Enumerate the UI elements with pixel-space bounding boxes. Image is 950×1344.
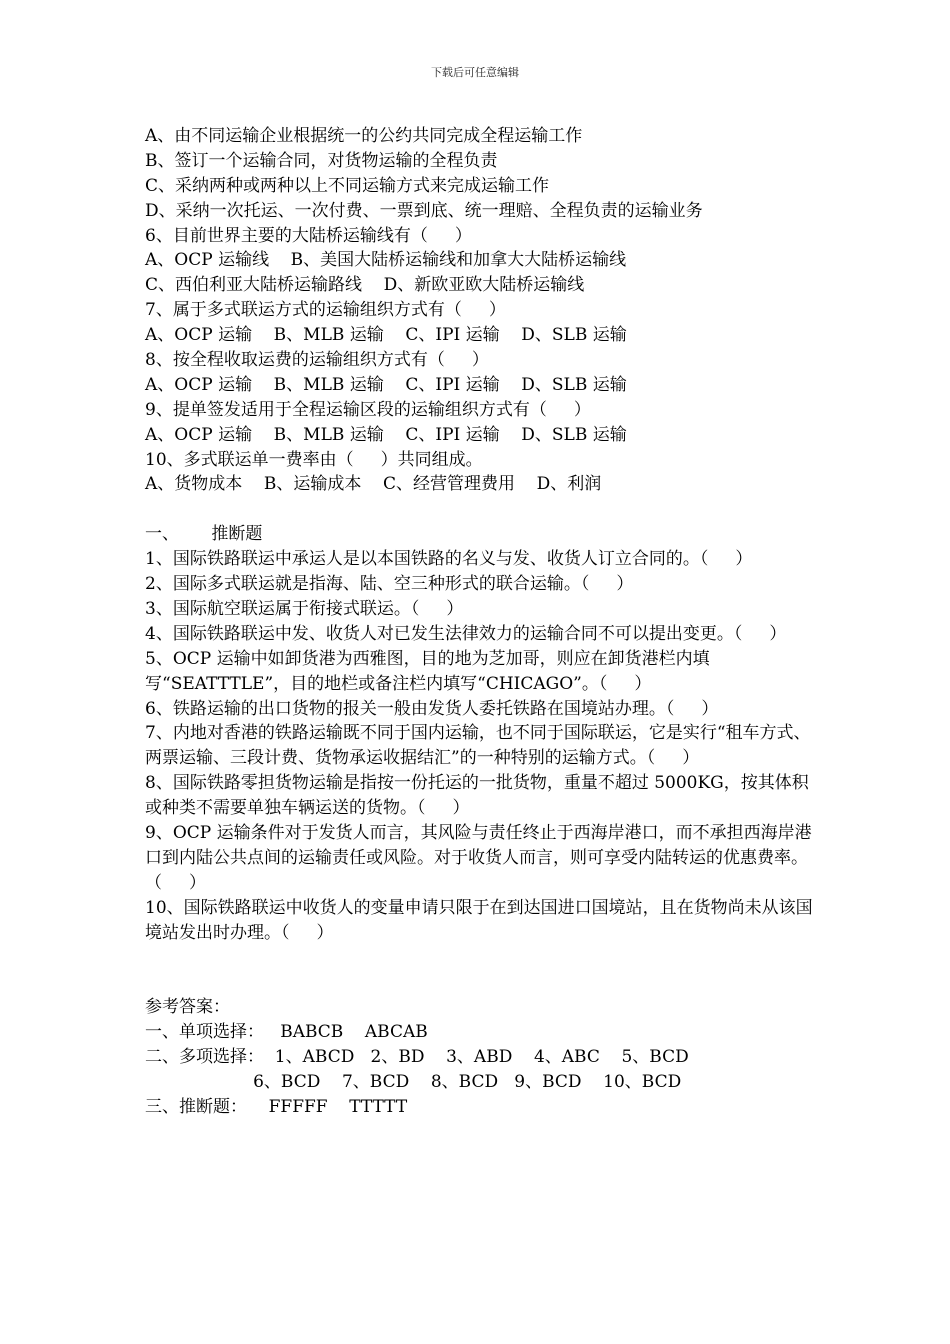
q5-option-d: D、采纳一次托运、一次付费、一票到底、统一理赔、全程负责的运输业务	[145, 200, 703, 221]
page-header-note: 下载后可任意编辑	[431, 66, 519, 79]
judgment-item-8: 8、国际铁路零担货物运输是指按一份托运的一批货物，重量不超过 5000KG，按其体积或种类不需要单独车辆运送的货物。（ ）	[145, 773, 809, 819]
question-7: 7、属于多式联运方式的运输组织方式有（ ）	[145, 300, 506, 321]
spacer	[145, 946, 813, 996]
answers-section	[145, 995, 813, 1119]
multi-choice-section	[145, 124, 813, 497]
answers-single-choice: 一、单项选择： BABCB ABCAB	[145, 1022, 428, 1043]
question-9: 9、提单签发适用于全程运输区段的运输组织方式有（ ）	[145, 399, 591, 420]
q5-option-a: A、由不同运输企业根据统一的公约共同完成全程运输工作	[145, 126, 583, 146]
q5-option-b: B、签订一个运输合同，对货物运输的全程负责	[145, 150, 498, 171]
judgment-item-7: 7、内地对香港的铁路运输既不同于国内运输，也不同于国际联运，它是实行“租车方式、两票运输、三段计费、货物承运收据结汇”的一种特别的运输方式。（ ）	[145, 723, 811, 769]
judgment-item-1: 1、国际铁路联运中承运人是以本国铁路的名义与发、收货人订立合同的。（ ）	[145, 549, 753, 570]
judgment-item-5: 5、OCP 运输中如卸货港为西雅图，目的地为芝加哥，则应在卸货港栏内填写“SEATTTLE”，目的地栏或备注栏内填写“CHICAGO”。（ ）	[145, 648, 710, 694]
judgment-heading: 一、 推断题	[145, 524, 263, 545]
judgment-item-2: 2、国际多式联运就是指海、陆、空三种形式的联合运输。（ ）	[145, 574, 634, 595]
judgment-section	[145, 522, 813, 945]
judgment-item-3: 3、国际航空联运属于衔接式联运。（ ）	[145, 598, 464, 619]
spacer	[145, 497, 813, 522]
judgment-item-6: 6、铁路运输的出口货物的报关一般由发货人委托铁路在国境站办理。（ ）	[145, 698, 719, 719]
question-8-options: A、OCP 运输 B、MLB 运输 C、IPI 运输 D、SLB 运输	[145, 374, 627, 395]
question-7-options: A、OCP 运输 B、MLB 运输 C、IPI 运输 D、SLB 运输	[145, 325, 627, 346]
q5-option-c: C、采纳两种或两种以上不同运输方式来完成运输工作	[145, 175, 550, 196]
question-9-options: A、OCP 运输 B、MLB 运输 C、IPI 运输 D、SLB 运输	[145, 424, 627, 445]
judgment-item-10: 10、国际铁路联运中收货人的变量申请只限于在到达国进口国境站，且在货物尚未从该国境站发出时办理。（ ）	[145, 897, 813, 943]
judgment-item-9: 9、OCP 运输条件对于发货人而言，其风险与责任终止于西海岸港口，而不承担西海岸港口到内陆公共点间的运输责任或风险。对于收货人而言，则可享受内陆转运的优惠费率。（ ）	[145, 823, 812, 893]
answers-multi-choice-line-2: 6、BCD 7、BCD 8、BCD 9、BCD 10、BCD	[145, 1072, 682, 1093]
question-6-options-line-2: C、西伯利亚大陆桥运输路线 D、新欧亚欧大陆桥运输线	[145, 275, 585, 296]
judgment-item-4: 4、国际铁路联运中发、收货人对已发生法律效力的运输合同不可以提出变更。（ ）	[145, 623, 787, 644]
question-6: 6、目前世界主要的大陆桥运输线有（ ）	[145, 225, 472, 246]
question-6-options-line-1: A、OCP 运输线 B、美国大陆桥运输线和加拿大大陆桥运输线	[145, 250, 627, 271]
answers-heading: 参考答案：	[145, 997, 230, 1018]
document-body	[145, 124, 813, 1120]
answers-multi-choice-line-1: 二、多项选择： 1、ABCD 2、BD 3、ABD 4、ABC 5、BCD	[145, 1047, 689, 1068]
question-10: 10、多式联运单一费率由（ ）共同组成。	[145, 449, 483, 470]
question-8: 8、按全程收取运费的运输组织方式有（ ）	[145, 350, 489, 371]
question-10-options: A、货物成本 B、运输成本 C、经营管理费用 D、利润	[145, 474, 602, 495]
answers-judgment: 三、推断题： FFFFF TTTTT	[145, 1097, 408, 1117]
